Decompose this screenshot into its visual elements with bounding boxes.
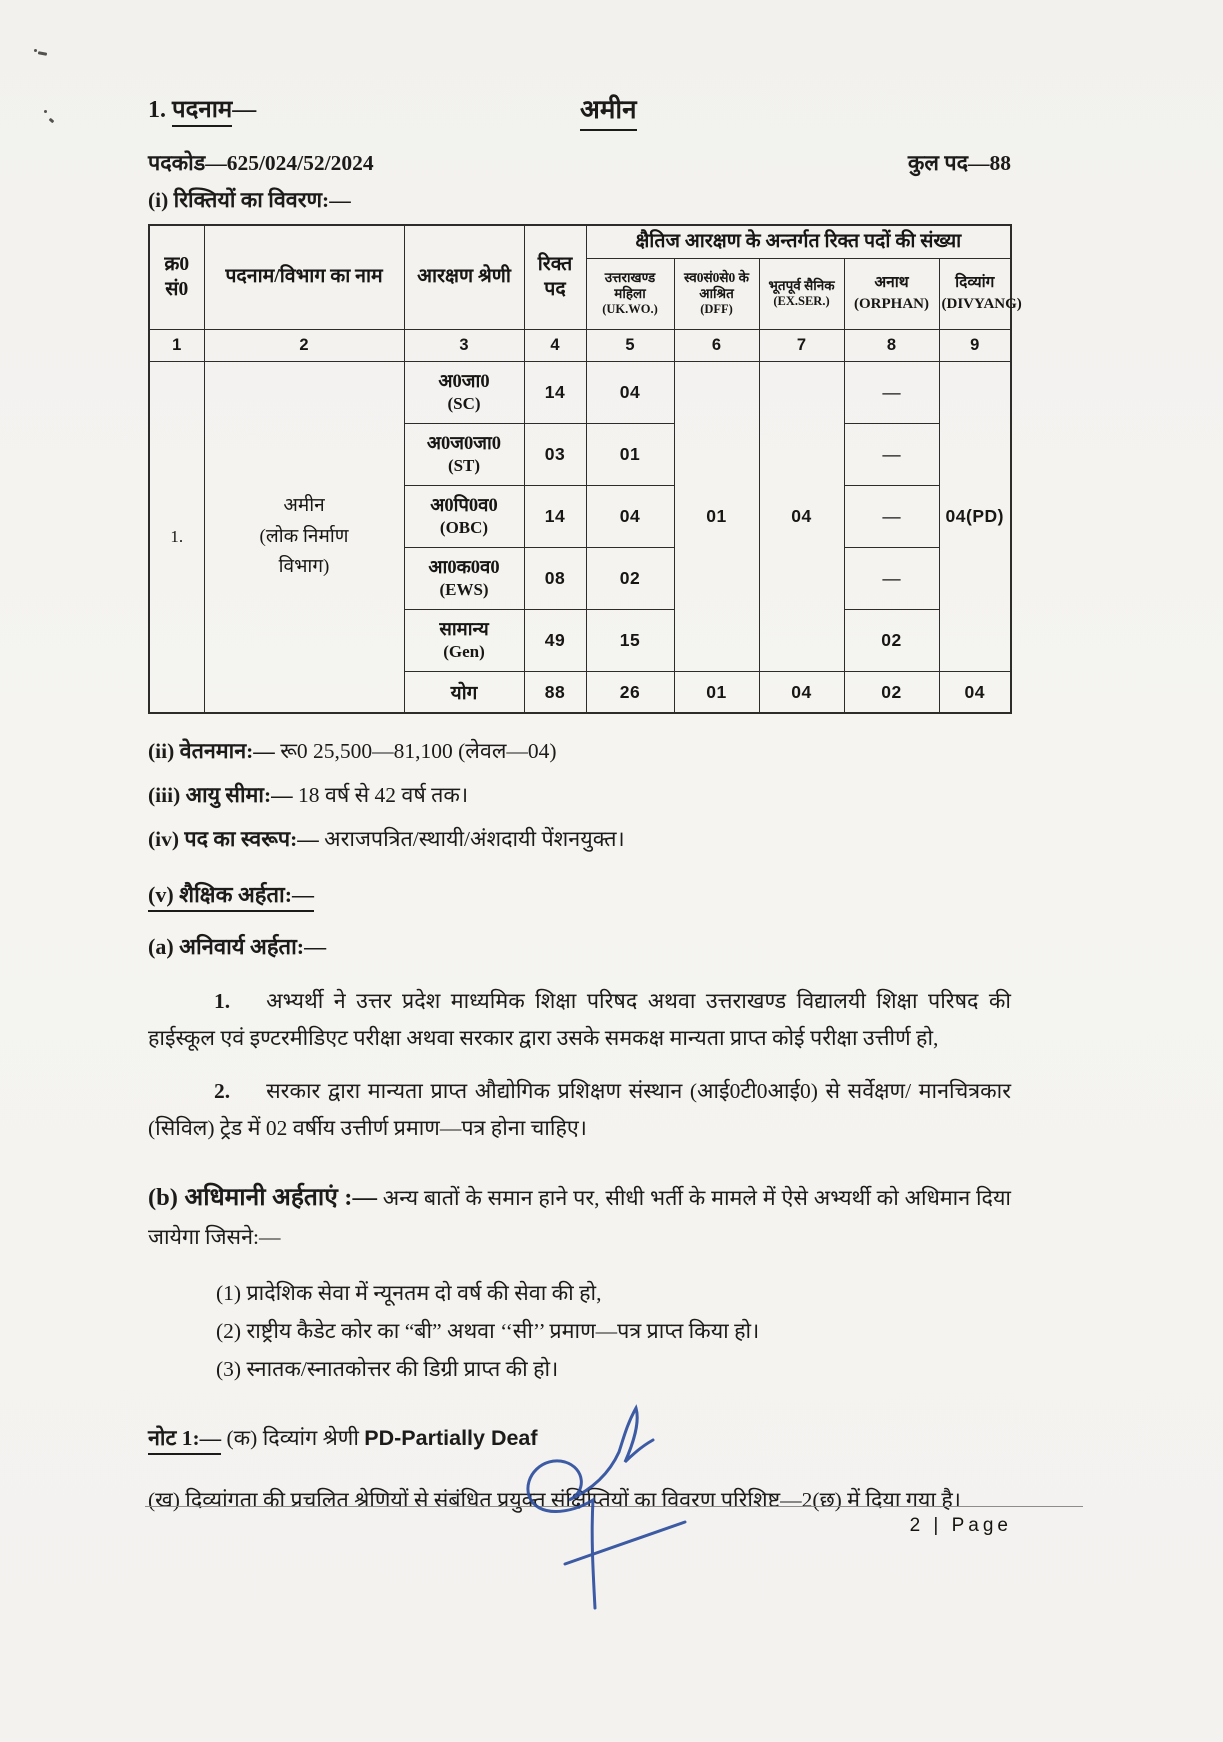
column-number: 2 <box>204 330 404 362</box>
total-divyang-cell: 04 <box>939 672 1011 714</box>
column-number: 6 <box>674 330 759 362</box>
column-number: 5 <box>586 330 674 362</box>
note-1-label: नोट 1:— <box>148 1426 221 1455</box>
serial-cell: 1. <box>149 362 204 714</box>
vacant-cell: 49 <box>524 610 586 672</box>
post-title: अमीन <box>580 90 637 131</box>
para-number: 2. <box>214 1078 231 1103</box>
post-nature-value: अराजपत्रित/स्थायी/अंशदायी पेंशनयुक्त। <box>324 827 625 851</box>
essential-qualification-para-1 <box>148 983 1011 1057</box>
column-number: 8 <box>844 330 939 362</box>
list-item: (1) प्रादेशिक सेवा में न्यूनतम दो वर्ष की सेवा की हो, <box>216 1280 602 1305</box>
column-number: 7 <box>759 330 844 362</box>
essential-qualification-heading: (a) अनिवार्य अर्हता:— <box>148 934 327 959</box>
ex-serviceman-cell: 04 <box>759 362 844 672</box>
item-label: पदनाम <box>172 97 232 127</box>
preferential-label: (b) अधिमानी अर्हताएं :— <box>148 1183 377 1211</box>
note-1-text-english: PD-Partially Deaf <box>364 1425 538 1450</box>
vacant-cell: 08 <box>524 548 586 610</box>
vacant-cell: 14 <box>524 362 586 424</box>
total-orphan-cell: 02 <box>844 672 939 714</box>
col-header-serial: क्र0 सं0 <box>149 225 204 330</box>
pay-scale-value: रू0 25,500—81,100 (लेवल—04) <box>280 739 557 763</box>
scan-artifact <box>44 110 47 113</box>
header-row-1 <box>149 225 1011 259</box>
divyang-cell: 04(PD) <box>939 362 1011 672</box>
para-text: अभ्यर्थी ने उत्तर प्रदेश माध्यमिक शिक्षा परिषद अथवा उत्तराखण्ड विद्यालयी शिक्षा परिषद की हाईस्कूल एवं इण्टरमीडिएट परीक्षा अथवा सरकार द्वारा उसके समकक्ष मान्यता प्राप्त कोई परीक्षा उत्तीर्ण हो, <box>148 989 1011 1050</box>
dff-cell: 01 <box>674 362 759 672</box>
vacancy-heading: (i) रिक्तियों का विवरण:— <box>148 188 351 212</box>
signature-scribble-icon <box>503 1396 715 1614</box>
col-header-orphan: अनाथ (ORPHAN) <box>844 259 939 330</box>
total-ex-serviceman-cell: 04 <box>759 672 844 714</box>
uk-women-cell: 02 <box>586 548 674 610</box>
essential-qualification-para-2 <box>148 1073 1011 1147</box>
orphan-cell: — <box>844 548 939 610</box>
list-item: (3) स्नातक/स्नातकोत्तर की डिग्री प्राप्त की हो। <box>216 1356 559 1381</box>
preferential-list <box>148 1278 1011 1383</box>
code-row <box>148 148 1011 177</box>
vacancy-table <box>148 224 1022 714</box>
column-number: 1 <box>149 330 204 362</box>
vacant-cell: 03 <box>524 424 586 486</box>
post-code: पदकोड—625/024/52/2024 <box>148 151 374 175</box>
educational-qualification-heading: (v) शैक्षिक अर्हता:— <box>148 879 1011 909</box>
category-cell: सामान्य (Gen) <box>404 610 524 672</box>
total-uk-women-cell: 26 <box>586 672 674 714</box>
para-text: सरकार द्वारा मान्यता प्राप्त औद्योगिक प्रशिक्षण संस्थान (आई0टी0आई0) से सर्वेक्षण/ मानचित्रकार (सिविल) ट्रेड में 02 वर्षीय उत्तीर्ण प्रमाण—पत्र होना चाहिए। <box>148 1078 1011 1140</box>
page-number: 2 | Page <box>909 1515 1012 1536</box>
col-header-horizontal-reservation: क्षैतिज आरक्षण के अन्तर्गत रिक्त पदों की संख्या <box>586 225 1011 259</box>
column-number-row <box>149 330 1011 362</box>
orphan-cell: — <box>844 424 939 486</box>
post-nature-label: (iv) पद का स्वरूप:— <box>148 827 319 851</box>
age-limit-line <box>148 780 1011 809</box>
vacant-cell: 14 <box>524 486 586 548</box>
post-department-cell: अमीन (लोक निर्माण विभाग) <box>204 362 404 714</box>
age-limit-label: (iii) आयु सीमा:— <box>148 783 293 807</box>
para-number: 1. <box>214 989 231 1013</box>
total-dff-cell: 01 <box>674 672 759 714</box>
preferential-text: अन्य बातों के समान हाने पर, सीधी भर्ती के मामले में ऐसे अभ्यर्थी को अधिमान दिया जायेगा जिसने:— <box>148 1185 1012 1249</box>
age-limit-value: 18 वर्ष से 42 वर्ष तक। <box>298 783 469 807</box>
col-header-category: आरक्षण श्रेणी <box>404 225 524 330</box>
pay-scale-line <box>148 736 1011 765</box>
col-header-ex-serviceman: भूतपूर्व सैनिक (EX.SER.) <box>759 259 844 330</box>
category-cell: अ0ज0जा0 (ST) <box>404 424 524 486</box>
orphan-cell: — <box>844 486 939 548</box>
preferential-qualification-para <box>148 1177 1011 1256</box>
col-header-post: पदनाम/विभाग का नाम <box>204 225 404 330</box>
total-label-cell: योग <box>404 672 524 714</box>
post-nature-line <box>148 824 1011 853</box>
col-header-divyang: दिव्यांग (DIVYANG) <box>939 259 1011 330</box>
column-number: 3 <box>404 330 524 362</box>
item-number: 1. पदनाम— <box>148 97 256 127</box>
note-kha-para: (ख) दिव्यांगता की प्रचलित श्रेणियों से संबंधित प्रयुक्त संक्षिप्तियों का विवरण परिशिष्ट—2(छ) में दिया गया है। <box>148 1487 961 1512</box>
pay-scale-label: (ii) वेतनमान:— <box>148 739 275 763</box>
note-1-text: (क) दिव्यांग श्रेणी <box>226 1425 359 1450</box>
col-header-uk-women: उत्तराखण्ड महिला (UK.WO.) <box>586 259 674 330</box>
uk-women-cell: 04 <box>586 486 674 548</box>
column-number: 9 <box>939 330 1011 362</box>
category-cell: अ0जा0 (SC) <box>404 362 524 424</box>
orphan-cell: — <box>844 362 939 424</box>
uk-women-cell: 15 <box>586 610 674 672</box>
list-item: (2) राष्ट्रीय कैडेट कोर का “बी” अथवा ‘‘सी’’ प्रमाण—पत्र प्राप्त किया हो। <box>216 1318 760 1343</box>
category-cell: अ0पि0व0 (OBC) <box>404 486 524 548</box>
uk-women-cell: 01 <box>586 424 674 486</box>
title-row <box>148 92 1011 132</box>
item-dash: — <box>232 97 257 123</box>
uk-women-cell: 04 <box>586 362 674 424</box>
scan-artifact <box>34 49 37 52</box>
total-vacant-cell: 88 <box>524 672 586 714</box>
col-header-vacant: रिक्त पद <box>524 225 586 330</box>
table-row-sc <box>149 362 1011 424</box>
orphan-cell: 02 <box>844 610 939 672</box>
total-posts: कुल पद—88 <box>907 151 1011 175</box>
col-header-dff: स्व0सं0से0 के आश्रित (DFF) <box>674 259 759 330</box>
column-number: 4 <box>524 330 586 362</box>
category-cell: आ0क0व0 (EWS) <box>404 548 524 610</box>
